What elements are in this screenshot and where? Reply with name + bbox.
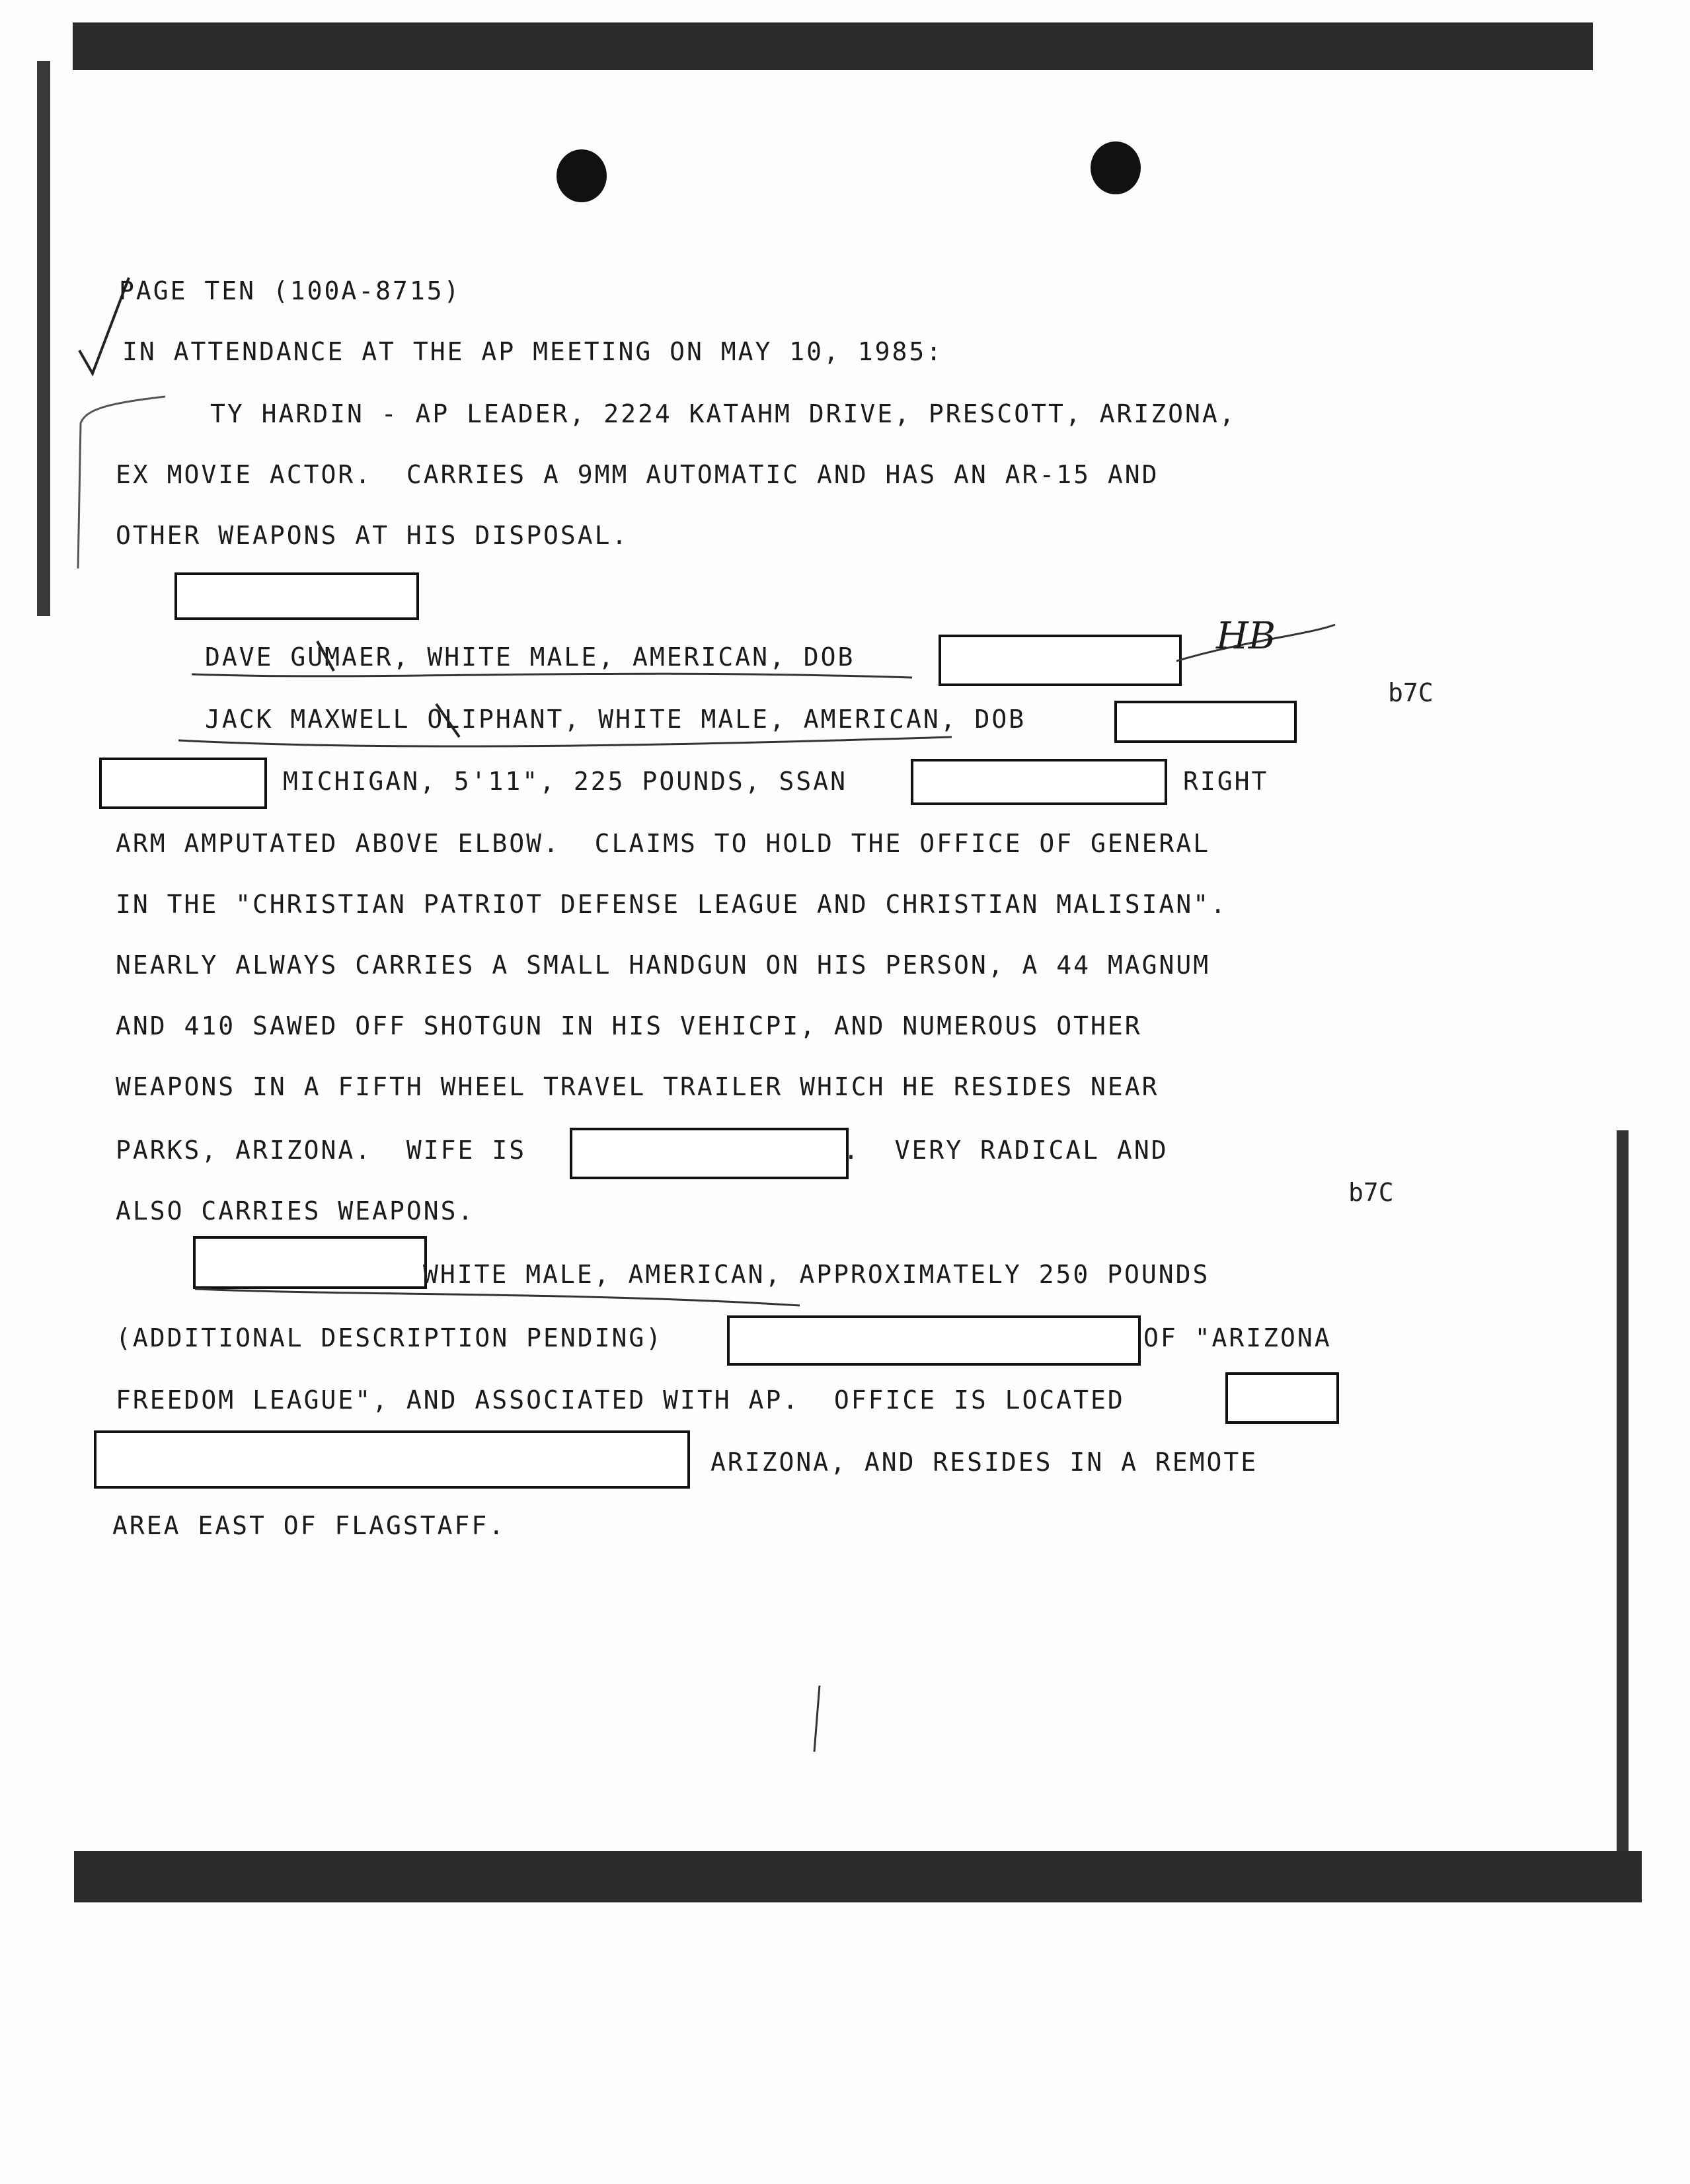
handwritten-underline-scribble	[192, 1276, 813, 1315]
exemption-code: b7C	[1348, 1178, 1394, 1207]
redaction-box	[1114, 701, 1297, 743]
entry-line: AND 410 SAWED OFF SHOTGUN IN HIS VEHICPI, AND NUMEROUS OTHER	[116, 1011, 1142, 1040]
entry-line: OF "ARIZONA	[1143, 1323, 1332, 1352]
entry-line: IN THE "CHRISTIAN PATRIOT DEFENSE LEAGUE AND CHRISTIAN MALISIAN".	[116, 890, 1228, 919]
entry-line: (ADDITIONAL DESCRIPTION PENDING)	[116, 1323, 664, 1352]
paragraph-line: TY HARDIN - AP LEADER, 2224 KATAHM DRIVE, PRESCOTT, ARIZONA,	[210, 399, 1237, 428]
paragraph-line: EX MOVIE ACTOR. CARRIES A 9MM AUTOMATIC AND HAS AN AR-15 AND	[116, 460, 1159, 489]
entry-line: FREEDOM LEAGUE", AND ASSOCIATED WITH AP. OFFICE IS LOCATED	[116, 1385, 1125, 1415]
entry-line: AREA EAST OF FLAGSTAFF.	[112, 1511, 506, 1540]
scan-border-right	[1617, 1130, 1629, 1884]
scan-border-bottom	[74, 1851, 1642, 1902]
exemption-code: b7C	[1388, 678, 1434, 707]
entry-oliphant: JACK MAXWELL OLIPHANT, WHITE MALE, AMERICAN, DOB	[205, 705, 1026, 734]
entry-line: NEARLY ALWAYS CARRIES A SMALL HANDGUN ON HIS PERSON, A 44 MAGNUM	[116, 951, 1211, 980]
punch-hole	[1091, 141, 1141, 194]
entry-line: ARM AMPUTATED ABOVE ELBOW. CLAIMS TO HOLD THE OFFICE OF GENERAL	[116, 829, 1211, 858]
redaction-box	[727, 1315, 1141, 1366]
entry-line: WHITE MALE, AMERICAN, APPROXIMATELY 250 POUNDS	[423, 1260, 1210, 1289]
stray-mark	[793, 1679, 846, 1758]
redaction-box	[94, 1430, 690, 1489]
entry-line: ALSO CARRIES WEAPONS.	[116, 1196, 475, 1226]
scan-border-top	[73, 22, 1593, 70]
redaction-box	[99, 758, 267, 809]
entry-line: ARIZONA, AND RESIDES IN A REMOTE	[711, 1448, 1258, 1477]
handwritten-underline-scribble	[172, 701, 965, 754]
entry-line: PARKS, ARIZONA. WIFE IS	[116, 1136, 527, 1165]
entry-line: WEAPONS IN A FIFTH WHEEL TRAVEL TRAILER WHICH HE RESIDES NEAR	[116, 1072, 1159, 1101]
redaction-box	[911, 759, 1167, 805]
paragraph-line: OTHER WEAPONS AT HIS DISPOSAL.	[116, 521, 629, 550]
page-number-line: PAGE TEN (100A-8715)	[119, 276, 461, 305]
attendance-heading: IN ATTENDANCE AT THE AP MEETING ON MAY 10, 1985:	[122, 337, 944, 366]
entry-gumaer: DAVE GUMAER, WHITE MALE, AMERICAN, DOB	[205, 643, 855, 672]
scan-border-left	[37, 61, 50, 616]
handwritten-underline-scribble	[185, 615, 1348, 701]
redaction-box	[174, 572, 419, 620]
redaction-box	[570, 1128, 849, 1179]
handwritten-initials: HB	[1216, 615, 1276, 658]
entry-line: RIGHT	[1183, 767, 1269, 796]
entry-line: . VERY RADICAL AND	[843, 1136, 1169, 1165]
redaction-box	[1225, 1372, 1339, 1424]
punch-hole	[557, 149, 607, 202]
entry-line: MICHIGAN, 5'11", 225 POUNDS, SSAN	[283, 767, 847, 796]
